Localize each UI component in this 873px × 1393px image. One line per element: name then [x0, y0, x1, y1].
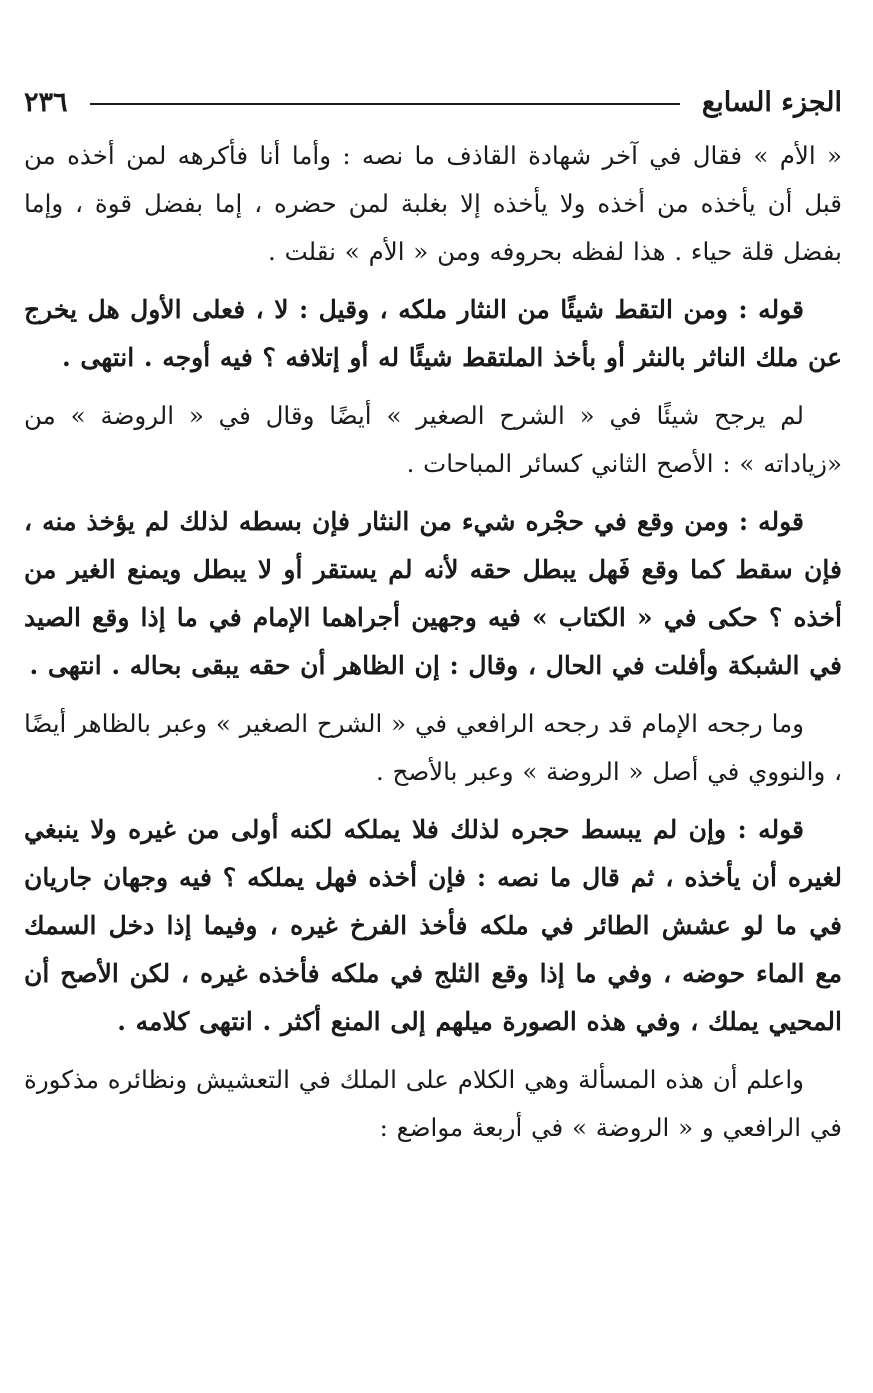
page-number: ٢٣٦ — [24, 86, 68, 118]
paragraph-quote: قوله : ومن وقع في حجْره شيء من النثار فإن بسطه لذلك لم يؤخذ منه ، فإن سقط كما وقع فَهل يبطل حقه لأنه لم يستقر أو لا يبطل ويمنع الغير من أخذه ؟ حكى في « الكتاب » فيه وجهين أجراهما الإمام في ما إذا وقع الصيد في الشبكة وأفلت في الحال ، وقال : إن الظاهر أن حقه يبقى بحاله . انتهى . — [24, 507, 842, 680]
paragraph-plain: لم يرجح شيئًا في « الشرح الصغير » أيضًا وقال في « الروضة » من «زياداته » : الأصح الثاني كسائر المباحات . — [24, 401, 842, 478]
paragraph-quote: قوله : وإن لم يبسط حجره لذلك فلا يملكه لكنه أولى من غيره ولا ينبغي لغيره أن يأخذه ، ثم قال ما نصه : فإن أخذه فهل يملكه ؟ فيه وجهان جاريان في ما لو عشش الطائر في ملكه فأخذ الفرخ غيره ، وفيما إذا دخل السمك مع الماء حوضه ، وفي ما إذا وقع الثلج في ملكه فأخذه غيره ، لكن الأصح أن المحيي يملك ، وفي هذه الصورة ميلهم إلى المنع أكثر . انتهى كلامه . — [24, 815, 842, 1036]
book-page — [24, 78, 842, 1152]
paragraph-plain: واعلم أن هذه المسألة وهي الكلام على الملك في التعشيش ونظائره مذكورة في الرافعي و « الروضة » في أربعة مواضع : — [24, 1065, 842, 1142]
header-rule — [90, 103, 680, 105]
section-title: الجزء السابع — [701, 86, 842, 118]
running-header — [24, 78, 842, 126]
paragraph-quote: قوله : ومن التقط شيئًا من النثار ملكه ، وقيل : لا ، فعلى الأول هل يخرج عن ملك الناثر بالنثر أو بأخذ الملتقط شيئًا له أو إتلافه ؟ فيه أوجه . انتهى . — [24, 295, 842, 372]
paragraph-plain: « الأم » فقال في آخر شهادة القاذف ما نصه : وأما أنا فأكرهه لمن أخذه من قبل أن يأخذه من أخذه ولا يأخذه إلا بغلبة لمن حضره ، إما بفضل قوة ، وإما بفضل قلة حياء . هذا لفظه بحروفه ومن « الأم » نقلت . — [24, 141, 842, 266]
paragraph-plain: وما رجحه الإمام قد رجحه الرافعي في « الشرح الصغير » وعبر بالظاهر أيضًا ، والنووي في أصل « الروضة » وعبر بالأصح . — [24, 709, 842, 786]
